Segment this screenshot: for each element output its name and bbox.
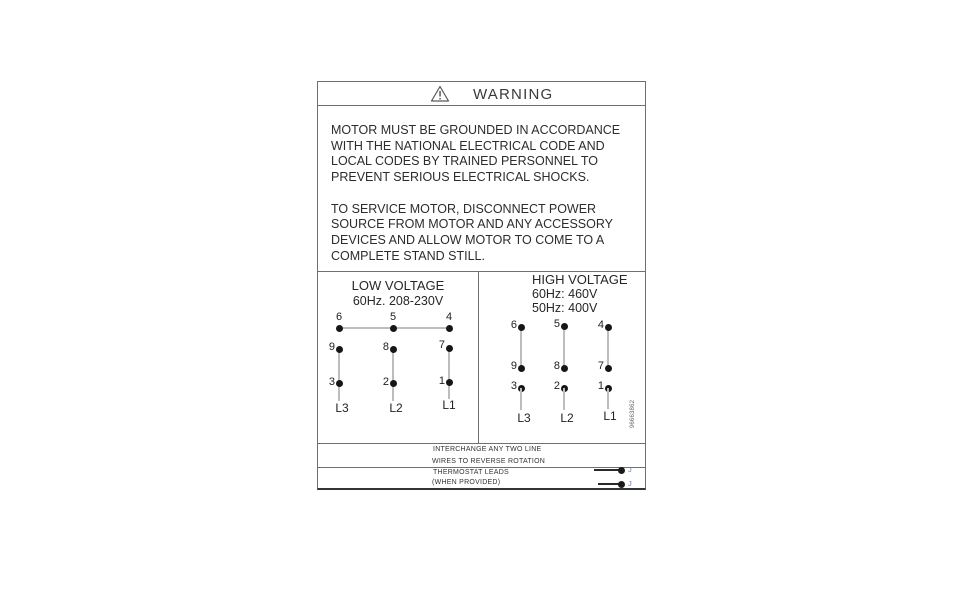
high-voltage-subtitle-50hz: 50Hz: 400V [532, 301, 598, 315]
terminal-dot [390, 325, 397, 332]
line-label: L3 [335, 401, 349, 415]
low-voltage-title: LOW VOLTAGE [351, 278, 445, 293]
text-line: PREVENT SERIOUS ELECTRICAL SHOCKS. [331, 170, 590, 185]
text-line: TO SERVICE MOTOR, DISCONNECT POWER [331, 201, 597, 216]
terminal-number: 1 [438, 375, 445, 387]
thermostat-lead-wire [594, 469, 620, 471]
header-divider [318, 105, 645, 106]
terminal-number: 3 [510, 380, 517, 392]
high-voltage-title-block [532, 274, 628, 315]
thermostat-lead-label: J [628, 479, 632, 488]
thermostat-note-line1: THERMOSTAT LEADS [433, 469, 509, 476]
terminal-dot [336, 325, 343, 332]
terminal-wire [607, 388, 609, 409]
terminal-dot [561, 323, 568, 330]
high-voltage-subtitle-60hz: 60Hz: 460V [532, 287, 598, 301]
terminal-number: 7 [438, 339, 445, 351]
terminal-number: 7 [597, 360, 604, 372]
terminal-dot [390, 346, 397, 353]
terminal-dot [561, 365, 568, 372]
text-line: COMPLETE STAND STILL. [331, 248, 485, 263]
line-label: L3 [517, 411, 531, 425]
text-line: LOCAL CODES BY TRAINED PERSONNEL TO [331, 154, 598, 169]
low-voltage-subtitle: 60Hz. 208-230V [352, 293, 444, 308]
terminal-dot [518, 365, 525, 372]
motor-warning-label [317, 81, 646, 490]
part-number: 96663862 [630, 399, 636, 429]
reverse-rotation-note-line2: WIRES TO REVERSE ROTATION [432, 458, 546, 465]
terminal-dot [336, 380, 343, 387]
thermostat-lead-dot [618, 481, 625, 488]
warning-paragraph-1 [331, 123, 620, 186]
terminal-wire [392, 349, 394, 401]
terminal-wire [520, 327, 522, 368]
terminal-number: 5 [553, 318, 560, 330]
terminal-number: 5 [389, 311, 397, 323]
text-line: SOURCE FROM MOTOR AND ANY ACCESSORY [331, 217, 614, 232]
thermostat-note-line2: (WHEN PROVIDED) [432, 479, 501, 486]
line-label: L2 [560, 411, 574, 425]
notes-mid-divider [318, 467, 645, 468]
terminal-number: 8 [382, 341, 389, 353]
terminal-number: 3 [328, 376, 335, 388]
terminal-dot [390, 380, 397, 387]
thermostat-lead-label: J [628, 465, 632, 474]
text-line: MOTOR MUST BE GROUNDED IN ACCORDANCE [331, 123, 621, 137]
terminal-dot [446, 379, 453, 386]
terminal-number: 6 [335, 311, 343, 323]
terminal-wire [520, 388, 522, 410]
line-label: L2 [389, 401, 403, 415]
terminal-number: 9 [510, 360, 517, 372]
text-line: WITH THE NATIONAL ELECTRICAL CODE AND [331, 138, 605, 153]
terminal-number: 2 [553, 380, 560, 392]
terminal-number: 4 [597, 319, 604, 331]
high-voltage-title: HIGH VOLTAGE [532, 272, 628, 287]
voltage-cell-divider [478, 271, 479, 443]
line-label: L1 [603, 409, 617, 423]
terminal-number: 9 [328, 341, 335, 353]
terminal-dot [336, 346, 343, 353]
warning-header-title: WARNING [473, 86, 554, 103]
terminal-number: 6 [510, 319, 517, 331]
terminal-dot [518, 324, 525, 331]
warning-body-text [331, 123, 620, 264]
thermostat-lead-wire [598, 483, 620, 485]
terminal-wire [338, 349, 340, 401]
terminal-dot [446, 325, 453, 332]
notes-top-divider [318, 443, 645, 444]
warning-paragraph-2 [331, 202, 620, 265]
terminal-dot [446, 345, 453, 352]
terminal-wire [563, 326, 565, 368]
text-line: DEVICES AND ALLOW MOTOR TO COME TO A [331, 232, 605, 247]
terminal-wire [563, 388, 565, 410]
terminal-wire [448, 348, 450, 399]
terminal-wire [607, 327, 609, 368]
warning-triangle-icon [430, 85, 450, 103]
terminal-number: 2 [382, 376, 389, 388]
low-voltage-title-block [318, 279, 478, 308]
thermostat-lead-dot [618, 467, 625, 474]
terminal-number: 4 [445, 311, 453, 323]
reverse-rotation-note-line1: INTERCHANGE ANY TWO LINE [433, 446, 542, 453]
terminal-dot [605, 324, 612, 331]
terminal-dot [605, 365, 612, 372]
terminal-number: 1 [597, 380, 604, 392]
line-label: L1 [442, 398, 456, 412]
terminal-number: 8 [553, 360, 560, 372]
